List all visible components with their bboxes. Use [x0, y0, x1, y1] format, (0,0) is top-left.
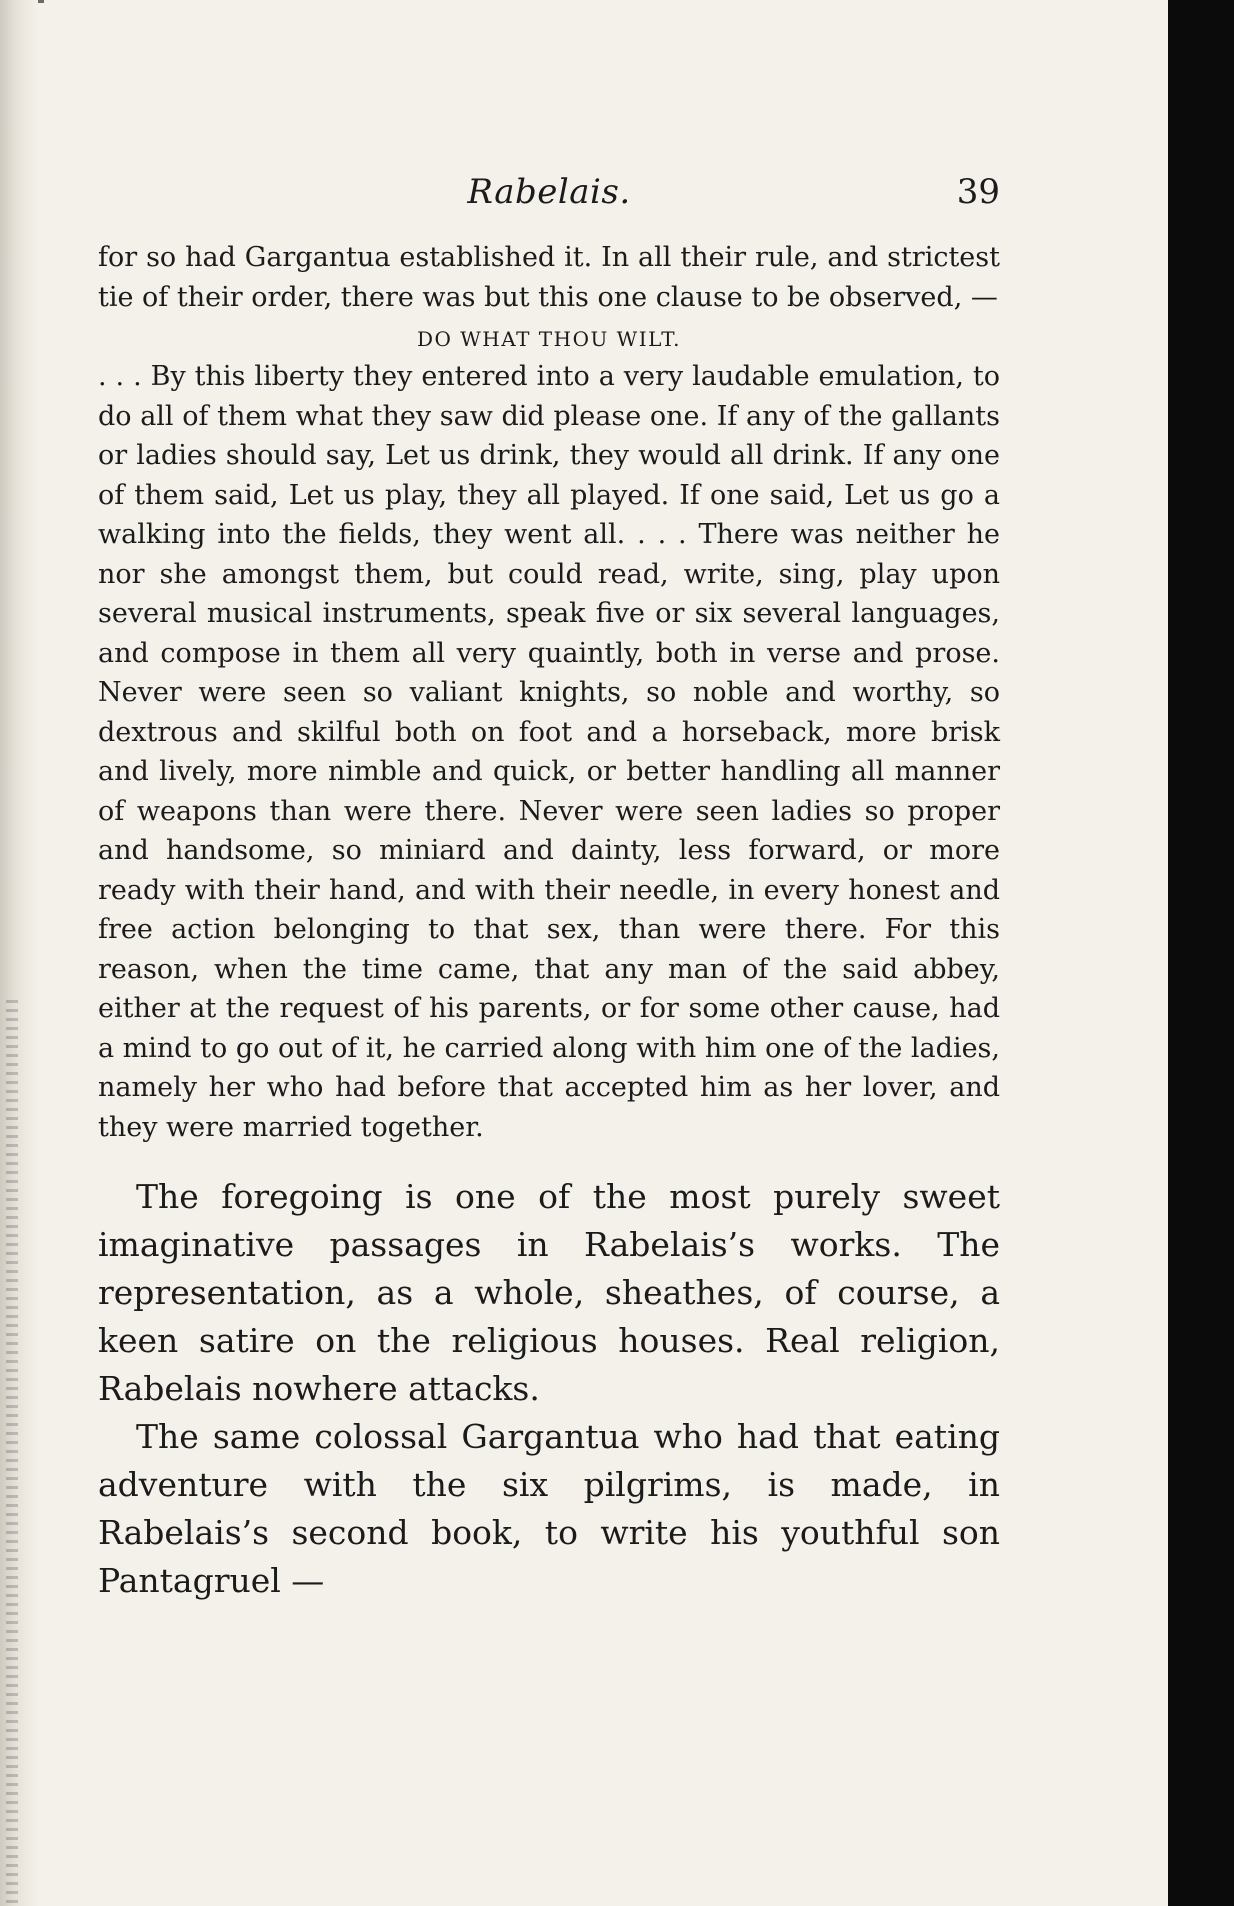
- scan-edge-bar: [1168, 0, 1234, 1906]
- page-content: [98, 172, 1000, 1605]
- quote-opening: for so had Gargantua established it. In all their rule, and strictest tie of their order, there was but this one clause to be observed, —: [98, 242, 1000, 313]
- commentary-paragraph-1: The foregoing is one of the most purely sweet imaginative passages in Rabelais’s works. The representation, as a whole, sheathes, of course, a keen satire on the religious houses. Real religion, Rabelais nowhere attacks.: [98, 1177, 1000, 1408]
- running-title: Rabelais.: [467, 172, 631, 212]
- commentary-paragraph-2: The same colossal Gargantua who had that eating adventure with the six pilgrims, is made, in Rabelais’s second book, to write his youthful son Pantagruel —: [98, 1417, 1000, 1600]
- running-head: [98, 172, 1000, 220]
- quote-body: . . . By this liberty they entered into a very laudable emulation, to do all of them what they saw did please one. If any of the gallants or ladies should say, Let us drink, they would all drink. If any one of them said, Let us play, they all played. If one said, Let us go a walking into the fields, they went all. . . . There was neither he nor she amongst them, but could read, write, sing, play upon several musical instruments, speak five or six several languages, and compose in them all very quaintly, both in verse and prose. Never were seen so valiant knights, so noble and worthy, so dextrous and skilful both on foot and a horseback, more brisk and lively, more nimble and quick, or better handling all manner of weapons than were there. Never were seen ladies so proper and handsome, so miniard and dainty, less forward, or more ready with their hand, and with their needle, in every honest and free action belonging to that sex, than were there. For this reason, when the time came, that any man of the said abbey, either at the request of his parents, or for some other cause, had a mind to go out of it, he carried along with him one of the ladies, namely her who had before that accepted him as her lover, and they were married together.: [98, 361, 1000, 1143]
- binding-gutter: [0, 0, 38, 1906]
- page-number: 39: [956, 172, 1000, 212]
- quote-motto: DO WHAT THOU WILT.: [416, 327, 682, 351]
